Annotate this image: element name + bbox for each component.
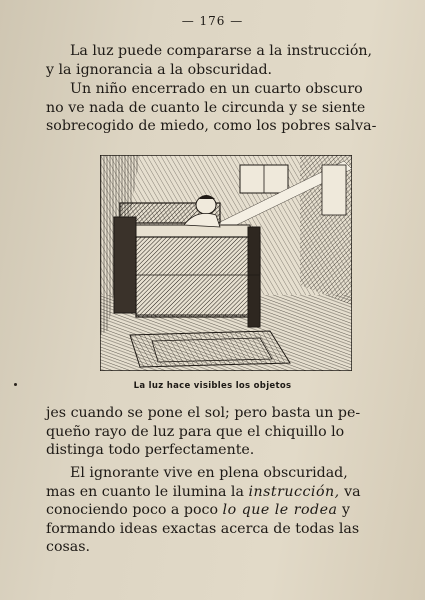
text-line <box>46 483 404 502</box>
text-line: jes cuando se pone el sol; pero basta un pe- <box>46 405 361 421</box>
text-run: conociendo poco a poco <box>46 502 223 518</box>
paragraph-child-dark-room <box>46 80 404 136</box>
text-line: El ignorante vive en plena obscuridad, <box>70 465 348 481</box>
text-line: distinga todo perfectamente. <box>46 442 255 458</box>
window-icon <box>240 165 288 193</box>
text-run: mas en cuanto le ilumina la <box>46 483 249 500</box>
page-number: — 176 — <box>181 14 244 28</box>
text-line: queño rayo de luz para que el chiquillo lo <box>46 423 345 440</box>
text-line: y la ignorancia a la obscuridad. <box>46 61 273 78</box>
text-line: cosas. <box>46 539 91 555</box>
italic-phrase: lo que le rodea <box>222 502 338 518</box>
illustration-child-in-bed <box>100 155 352 371</box>
text-run: va <box>339 483 361 500</box>
text-line: Un niño encerrado en un cuarto obscuro <box>70 81 363 97</box>
text-line: no ve nada de cuanto le circunda y se siente <box>46 99 366 116</box>
figure-caption: La luz hace visibles los objetos <box>133 381 292 391</box>
italic-term: instrucción, <box>248 483 340 500</box>
paragraph-continuation <box>46 404 404 460</box>
paragraph-light-instruction <box>46 42 404 79</box>
text-line: formando ideas exactas acerca de todas las <box>46 520 360 537</box>
paragraph-ignorant <box>46 464 404 557</box>
text-line <box>46 501 404 520</box>
text-line: sobrecogido de miedo, como los pobres salva- <box>46 118 377 134</box>
text-line: La luz puede compararse a la instrucción, <box>70 43 373 59</box>
text-run: y <box>337 502 350 518</box>
